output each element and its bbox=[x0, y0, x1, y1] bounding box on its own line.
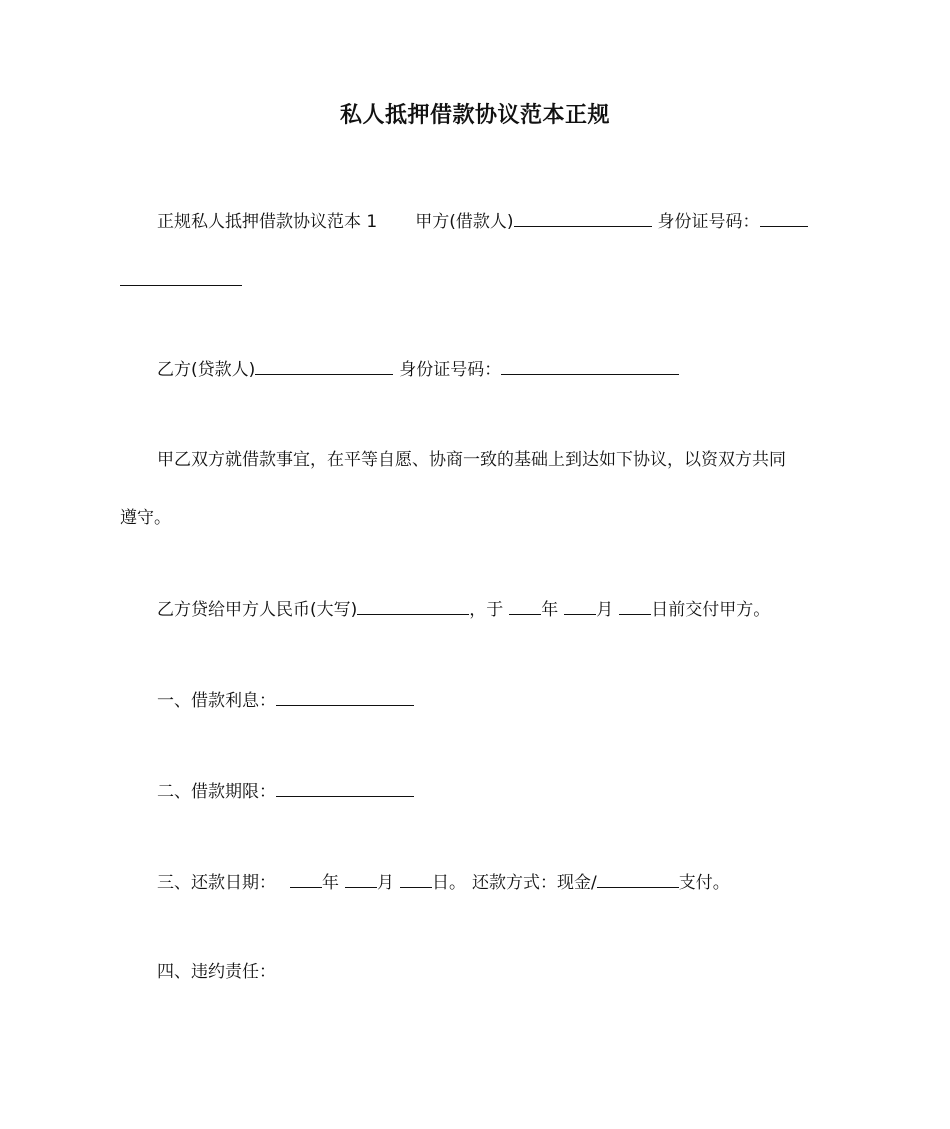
repay-day-blank[interactable] bbox=[400, 870, 432, 888]
loan-year-blank[interactable] bbox=[509, 597, 541, 615]
repay-year-blank[interactable] bbox=[290, 870, 322, 888]
loan-comma-yu: ，于 bbox=[469, 600, 504, 620]
party-b-id-label: 身份证号码： bbox=[399, 360, 502, 380]
clause-interest bbox=[157, 688, 414, 712]
repay-year-label: 年 bbox=[322, 873, 339, 893]
clause-repayment-label: 三、还款日期： bbox=[157, 873, 276, 893]
loan-amount-blank[interactable] bbox=[357, 597, 469, 615]
preamble-line-1: 甲乙双方就借款事宜，在平等自愿、协商一致的基础上到达如下协议，以资双方共同 bbox=[157, 450, 786, 470]
party-b-id-blank[interactable] bbox=[501, 357, 679, 375]
repay-method-blank[interactable] bbox=[597, 870, 679, 888]
clause-term-label: 二、借款期限： bbox=[157, 782, 276, 802]
repay-day-label: 日。 bbox=[432, 873, 466, 893]
loan-line bbox=[157, 597, 770, 621]
party-a-label: 甲方(借款人) bbox=[415, 212, 514, 232]
clause-interest-label: 一、借款利息： bbox=[157, 691, 276, 711]
loan-day-blank[interactable] bbox=[619, 597, 651, 615]
loan-month-blank[interactable] bbox=[564, 597, 596, 615]
intro-line bbox=[157, 209, 808, 233]
preamble-line-2: 遵守。 bbox=[120, 508, 171, 528]
loan-day-suffix: 日前交付甲方。 bbox=[651, 600, 771, 620]
clause-term bbox=[157, 779, 414, 803]
party-b-name-blank[interactable] bbox=[255, 357, 393, 375]
interest-blank[interactable] bbox=[276, 688, 414, 706]
intro-continuation bbox=[120, 268, 242, 292]
document-title: 私人抵押借款协议范本正规 bbox=[339, 103, 610, 128]
repay-month-blank[interactable] bbox=[345, 870, 377, 888]
party-b-line bbox=[157, 357, 679, 381]
party-a-name-blank[interactable] bbox=[514, 209, 652, 227]
loan-prefix: 乙方贷给甲方人民币(大写) bbox=[157, 600, 358, 620]
clause-liability: 四、违约责任： bbox=[157, 962, 276, 982]
party-a-id-label: 身份证号码： bbox=[657, 212, 760, 232]
term-blank[interactable] bbox=[276, 779, 414, 797]
loan-year-label: 年 bbox=[541, 600, 559, 620]
clause-repayment bbox=[157, 870, 730, 894]
sample-label: 正规私人抵押借款协议范本 1 bbox=[157, 212, 378, 232]
party-a-id-blank-end[interactable] bbox=[120, 268, 242, 286]
repay-month-label: 月 bbox=[377, 873, 394, 893]
party-a-id-blank-start[interactable] bbox=[760, 209, 808, 227]
loan-month-label: 月 bbox=[596, 600, 614, 620]
party-b-label: 乙方(贷款人) bbox=[157, 360, 256, 380]
repay-method-label: 还款方式：现金/ bbox=[472, 873, 597, 893]
repay-pay-label: 支付。 bbox=[678, 873, 730, 893]
